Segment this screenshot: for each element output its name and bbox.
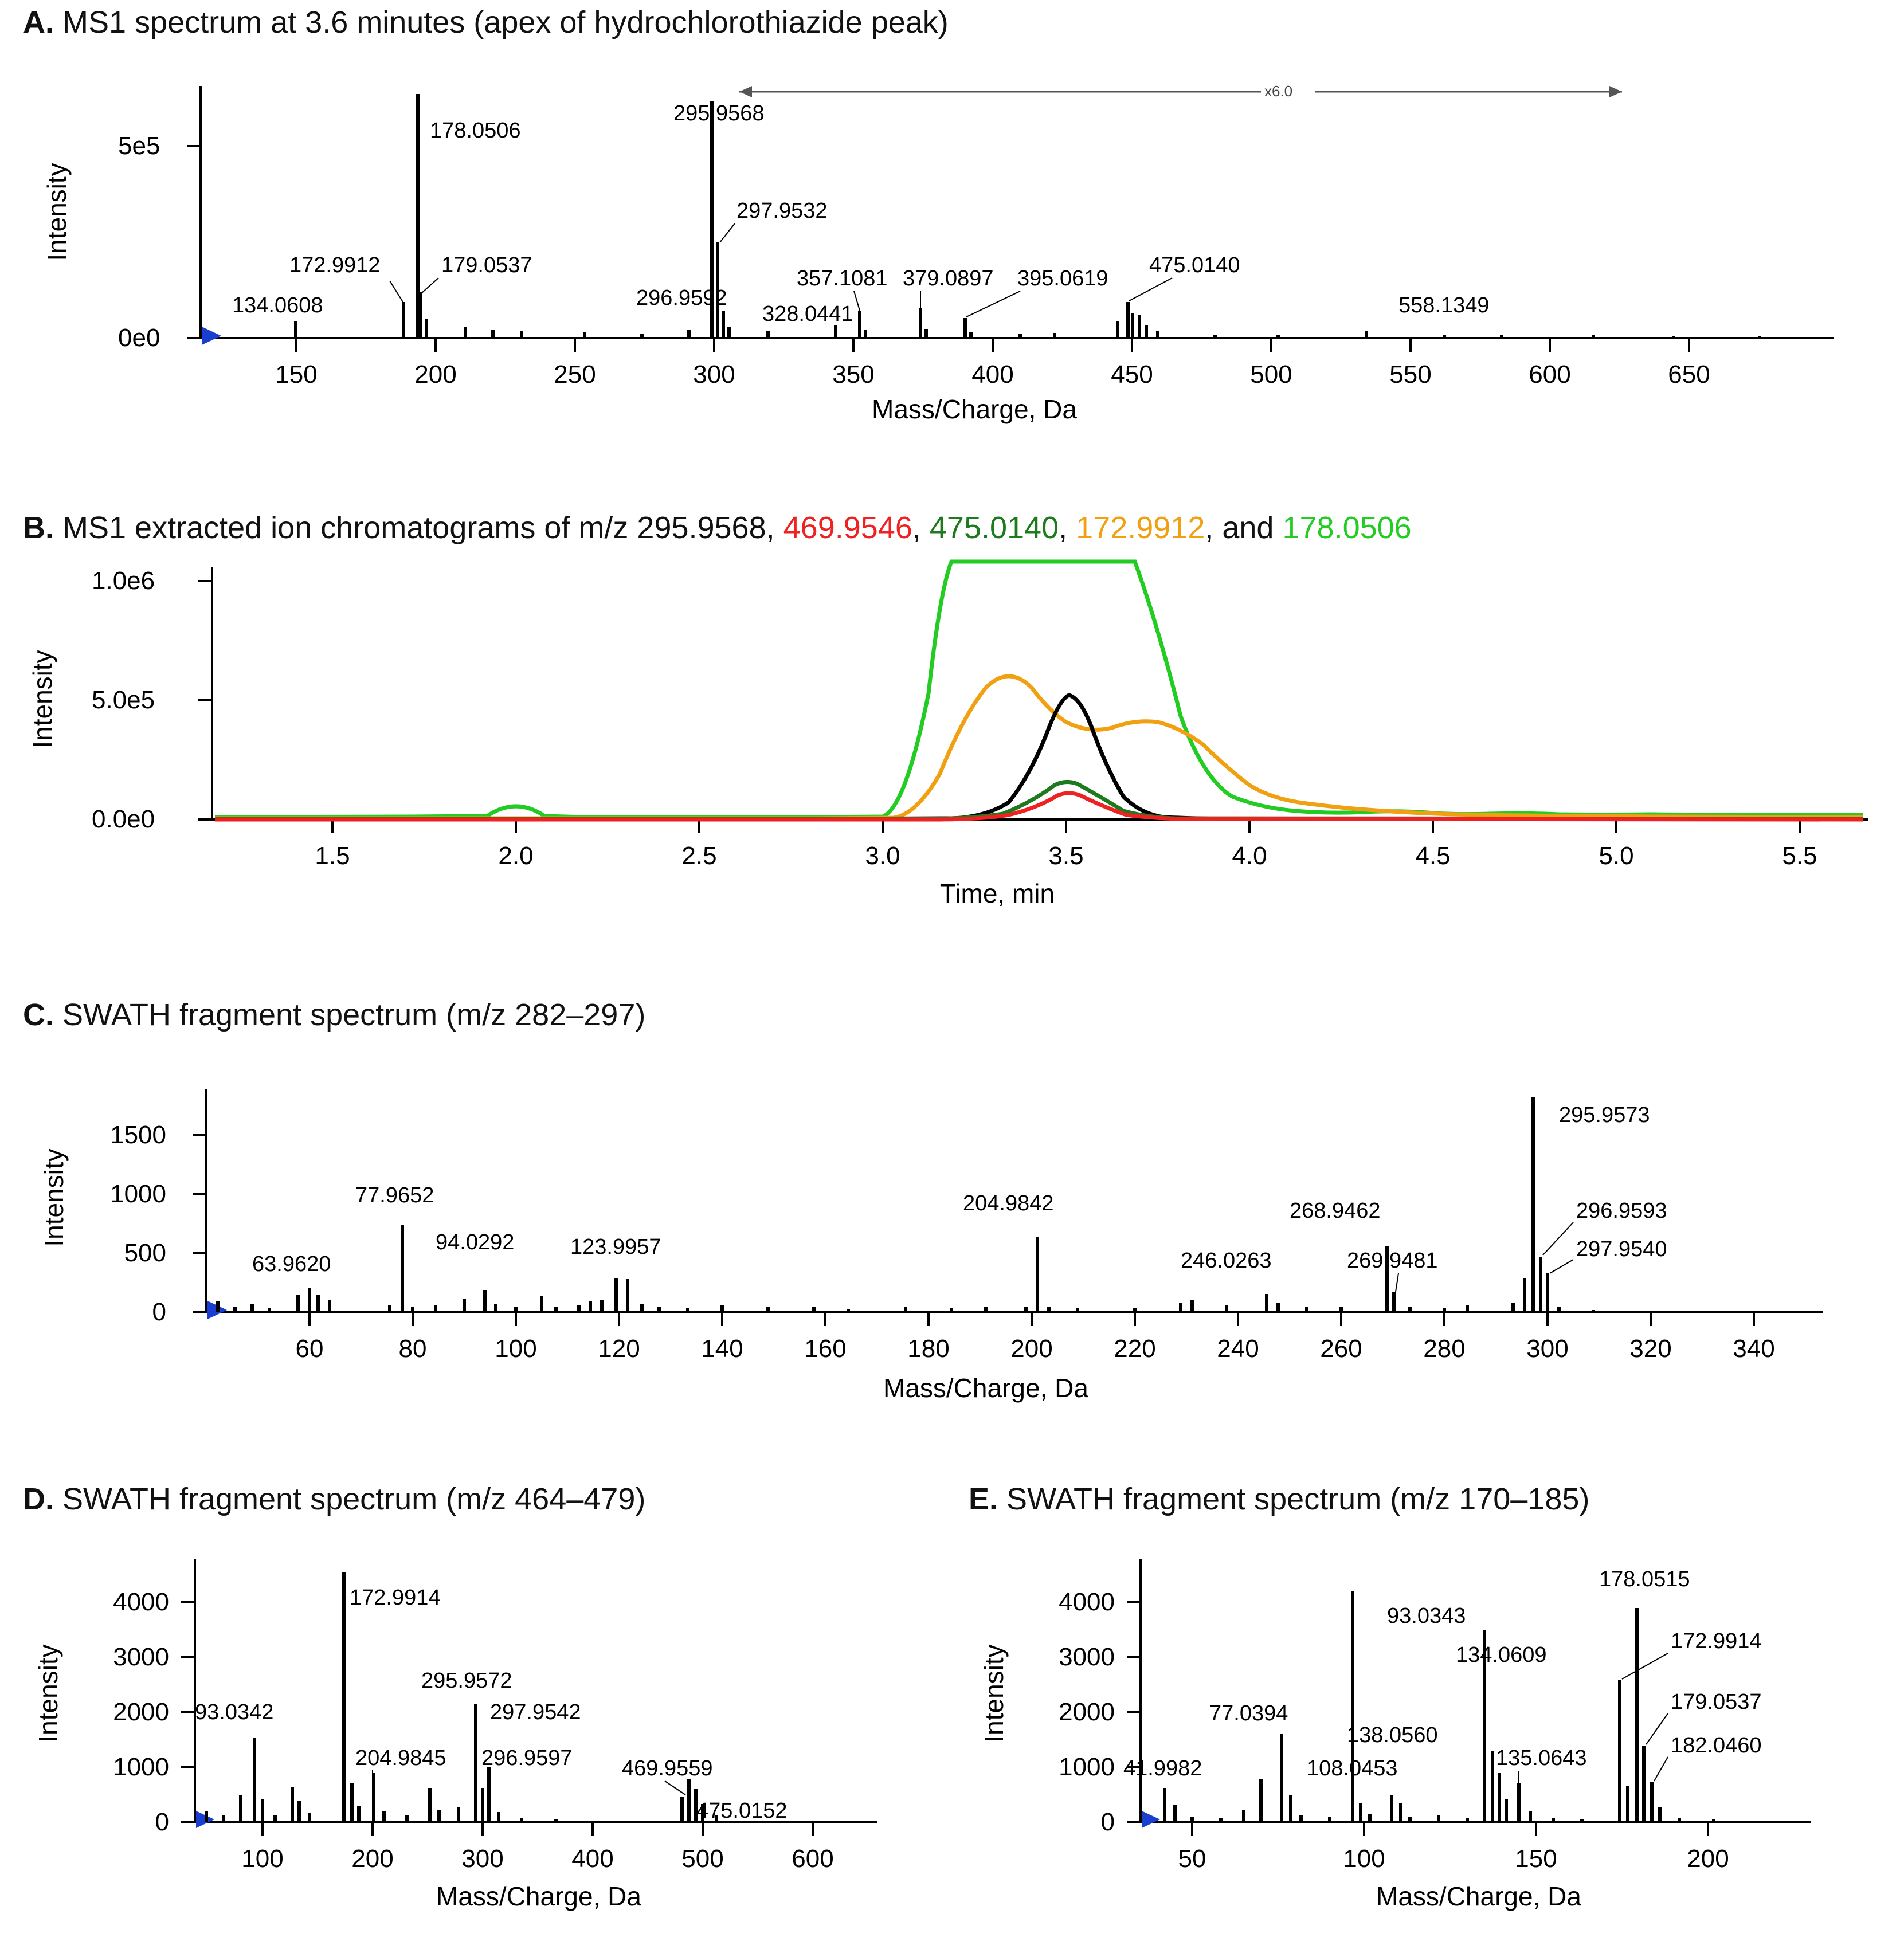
panel-d-y-ticks: [113, 1588, 195, 1836]
panel-c-title: [23, 997, 645, 1033]
svg-text:600: 600: [792, 1845, 834, 1873]
svg-text:0e0: 0e0: [118, 324, 160, 352]
svg-text:0: 0: [152, 1298, 166, 1326]
trace-295: [215, 695, 1863, 819]
panel-d-peaks: [206, 1572, 716, 1822]
panel-d-title: [23, 1481, 645, 1517]
panel-e-xlabel: Mass/Charge, Da: [1376, 1881, 1581, 1911]
panel-b-ylabel: Intensity: [28, 650, 57, 748]
svg-text:500: 500: [124, 1239, 166, 1267]
svg-text:0: 0: [1100, 1808, 1115, 1836]
peak-label-395: 395.0619: [1017, 266, 1108, 291]
peak-label-172-e: 172.9914: [1671, 1629, 1762, 1653]
panel-e-title: [969, 1481, 1589, 1517]
svg-text:100: 100: [1343, 1845, 1385, 1873]
svg-text:4000: 4000: [113, 1588, 169, 1616]
origin-marker-icon-a: [202, 327, 221, 345]
panel-e-x-ticks: [1178, 1822, 1729, 1873]
panel-b-letter: B.: [23, 511, 54, 545]
svg-text:200: 200: [351, 1845, 394, 1873]
svg-text:250: 250: [554, 360, 596, 389]
svg-text:2.0: 2.0: [498, 842, 534, 870]
svg-text:220: 220: [1114, 1335, 1156, 1363]
peak-label-93-e: 93.0343: [1387, 1604, 1466, 1628]
peak-label-296-c: 296.9593: [1576, 1199, 1667, 1223]
svg-text:160: 160: [804, 1335, 847, 1363]
svg-text:1000: 1000: [110, 1180, 166, 1208]
svg-text:1.5: 1.5: [315, 842, 350, 870]
svg-text:200: 200: [1687, 1845, 1729, 1873]
svg-text:3.0: 3.0: [865, 842, 900, 870]
svg-text:150: 150: [275, 360, 318, 389]
peak-label-77-e: 77.0394: [1209, 1701, 1288, 1725]
peak-label-379: 379.0897: [903, 266, 994, 291]
peak-label-94: 94.0292: [436, 1230, 515, 1254]
peak-label-178: 178.0506: [430, 119, 521, 143]
panel-b-x-ticks: [315, 819, 1817, 870]
panel-b-title: [23, 510, 1412, 546]
svg-text:1500: 1500: [110, 1121, 166, 1149]
svg-text:600: 600: [1529, 360, 1571, 389]
panel-c-letter: C.: [23, 998, 54, 1032]
peak-label-246: 246.0263: [1181, 1249, 1272, 1273]
panel-d-svg: [6, 1536, 934, 1925]
peak-label-204-d: 204.9845: [355, 1746, 446, 1770]
svg-text:1000: 1000: [1059, 1753, 1115, 1781]
peak-label-172-d: 172.9914: [350, 1586, 441, 1610]
panel-d-x-ticks: [241, 1822, 833, 1873]
svg-text:500: 500: [681, 1845, 724, 1873]
svg-text:4.5: 4.5: [1415, 842, 1451, 870]
svg-text:650: 650: [1668, 360, 1710, 389]
panel-a-ylabel: Intensity: [42, 163, 72, 261]
scale-annotation-a: [739, 81, 1622, 101]
svg-text:1000: 1000: [113, 1753, 169, 1781]
svg-text:280: 280: [1423, 1335, 1466, 1363]
trace-178: [215, 562, 1863, 817]
peak-label-295: 295.9568: [673, 101, 765, 126]
peak-label-328: 328.0441: [762, 302, 853, 326]
svg-text:450: 450: [1111, 360, 1153, 389]
peak-label-296: 296.9592: [636, 286, 727, 310]
panel-a-title: [23, 5, 949, 40]
panel-d-title-text: SWATH fragment spectrum (m/z 464–479): [62, 1482, 646, 1516]
svg-text:500: 500: [1250, 360, 1292, 389]
svg-text:5e5: 5e5: [118, 132, 160, 160]
svg-text:0.0e0: 0.0e0: [92, 805, 155, 833]
svg-text:3000: 3000: [1059, 1643, 1115, 1671]
svg-text:350: 350: [832, 360, 875, 389]
peak-label-295-d: 295.9572: [421, 1669, 512, 1693]
peak-label-179: 179.0537: [441, 253, 532, 277]
svg-text:240: 240: [1217, 1335, 1259, 1363]
panel-e-chart: [951, 1536, 1891, 1925]
peak-label-63: 63.9620: [252, 1252, 331, 1276]
svg-text:2000: 2000: [1059, 1698, 1115, 1726]
peak-label-558: 558.1349: [1398, 293, 1490, 317]
panel-c-xlabel: Mass/Charge, Da: [883, 1373, 1088, 1403]
peak-label-296-d: 296.9597: [481, 1746, 573, 1770]
svg-text:50: 50: [1178, 1845, 1206, 1873]
panel-a-xlabel: Mass/Charge, Da: [872, 394, 1077, 424]
svg-text:100: 100: [495, 1335, 537, 1363]
peak-label-134: 134.0608: [232, 293, 323, 317]
panel-c-ylabel: Intensity: [39, 1148, 69, 1247]
peak-label-179-e: 179.0537: [1671, 1690, 1762, 1714]
peak-label-135-e: 135.0643: [1496, 1746, 1587, 1770]
panel-b-y-ticks: [92, 567, 212, 833]
peak-label-268: 268.9462: [1290, 1199, 1381, 1223]
panel-c-y-ticks: [110, 1121, 206, 1326]
svg-text:150: 150: [1515, 1845, 1557, 1873]
svg-text:300: 300: [693, 360, 735, 389]
panel-b-title-segment: 178.0506: [1282, 511, 1412, 545]
panel-e-svg: [951, 1536, 1891, 1925]
svg-text:300: 300: [1526, 1335, 1569, 1363]
peak-label-41-e: 41.9982: [1123, 1756, 1202, 1780]
panel-a-y-ticks: [118, 132, 201, 352]
panel-a-x-ticks: [275, 338, 1710, 389]
peak-label-469-d: 469.9559: [622, 1756, 713, 1780]
svg-text:60: 60: [295, 1335, 324, 1363]
svg-text:260: 260: [1320, 1335, 1362, 1363]
svg-text:5.5: 5.5: [1782, 842, 1817, 870]
panel-e-peak-labels: [1123, 1567, 1762, 1783]
peak-label-357: 357.1081: [797, 266, 888, 291]
panel-b-title-text: [62, 511, 1412, 545]
panel-b-title-segment: 475.0140: [929, 511, 1059, 545]
panel-a-letter: A.: [23, 5, 54, 40]
svg-text:4000: 4000: [1059, 1588, 1115, 1616]
panel-d-ylabel: Intensity: [33, 1644, 63, 1743]
panel-c-title-text: SWATH fragment spectrum (m/z 282–297): [62, 998, 646, 1032]
svg-text:200: 200: [1010, 1335, 1053, 1363]
svg-text:180: 180: [907, 1335, 950, 1363]
panel-b-title-segment: MS1 extracted ion chromatograms of m/z 295.9568,: [62, 511, 783, 545]
svg-text:400: 400: [571, 1845, 614, 1873]
svg-text:140: 140: [701, 1335, 743, 1363]
peak-label-108-e: 108.0453: [1307, 1756, 1398, 1780]
panel-e-letter: E.: [969, 1482, 998, 1516]
svg-text:550: 550: [1389, 360, 1432, 389]
panel-b-title-segment: 172.9912: [1076, 511, 1205, 545]
svg-text:3.5: 3.5: [1048, 842, 1084, 870]
peak-label-475: 475.0140: [1149, 253, 1240, 277]
scale-annotation-a-text: x6.0: [1264, 83, 1293, 100]
origin-marker-icon-e: [1142, 1811, 1160, 1828]
svg-text:120: 120: [598, 1335, 640, 1363]
panel-a-chart: [11, 52, 1891, 424]
svg-text:5.0: 5.0: [1599, 842, 1634, 870]
panel-a-svg: [11, 52, 1891, 424]
peak-label-295-c: 295.9573: [1559, 1103, 1650, 1127]
peak-label-297-c: 297.9540: [1576, 1237, 1667, 1261]
svg-text:4.0: 4.0: [1232, 842, 1267, 870]
peak-label-93-d: 93.0342: [195, 1700, 274, 1724]
svg-text:340: 340: [1733, 1335, 1775, 1363]
svg-text:80: 80: [398, 1335, 427, 1363]
peak-label-138-e: 138.0560: [1347, 1723, 1438, 1747]
panel-b-title-segment: ,: [912, 511, 930, 545]
panel-a-title-text: MS1 spectrum at 3.6 minutes (apex of hydrochlorothiazide peak): [62, 5, 949, 40]
peak-label-123: 123.9957: [570, 1235, 661, 1259]
panel-d-letter: D.: [23, 1482, 54, 1516]
svg-text:300: 300: [461, 1845, 504, 1873]
svg-text:1.0e6: 1.0e6: [92, 567, 155, 595]
peak-label-297: 297.9532: [736, 199, 828, 223]
panel-b-svg: [11, 556, 1891, 934]
panel-d-chart: [6, 1536, 934, 1925]
panel-c-svg: [11, 1054, 1891, 1415]
peak-label-134-e: 134.0609: [1456, 1643, 1547, 1667]
peak-label-297-d: 297.9542: [490, 1700, 581, 1724]
panel-b-title-segment: , and: [1205, 511, 1283, 545]
panel-e-ylabel: Intensity: [979, 1644, 1009, 1743]
svg-text:3000: 3000: [113, 1643, 169, 1671]
panel-e-title-text: SWATH fragment spectrum (m/z 170–185): [1006, 1482, 1590, 1516]
panel-c-x-ticks: [296, 1312, 1775, 1363]
panel-c-peak-labels: [252, 1103, 1667, 1292]
svg-text:100: 100: [241, 1845, 284, 1873]
peak-label-182-e: 182.0460: [1671, 1734, 1762, 1758]
panel-c-chart: [11, 1054, 1891, 1415]
panel-b-chart: [11, 556, 1891, 934]
svg-text:5.0e5: 5.0e5: [92, 686, 155, 714]
peak-label-204: 204.9842: [963, 1191, 1054, 1215]
svg-text:320: 320: [1629, 1335, 1672, 1363]
svg-text:2000: 2000: [113, 1698, 169, 1726]
peak-label-475-d: 475.0152: [696, 1799, 788, 1823]
svg-text:400: 400: [971, 360, 1014, 389]
panel-e-y-ticks: [1059, 1588, 1141, 1836]
peak-label-172: 172.9912: [289, 253, 381, 277]
peak-label-269: 269.9481: [1347, 1249, 1438, 1273]
svg-text:0: 0: [155, 1808, 169, 1836]
panel-b-title-segment: ,: [1059, 511, 1076, 545]
svg-text:200: 200: [414, 360, 457, 389]
panel-b-title-segment: 469.9546: [783, 511, 912, 545]
panel-d-peak-labels: [195, 1586, 788, 1823]
peak-label-178-e: 178.0515: [1599, 1567, 1690, 1591]
peak-label-77: 77.9652: [355, 1183, 434, 1207]
panel-b-xlabel: Time, min: [939, 879, 1055, 908]
panel-d-xlabel: Mass/Charge, Da: [436, 1881, 641, 1911]
svg-text:2.5: 2.5: [681, 842, 717, 870]
